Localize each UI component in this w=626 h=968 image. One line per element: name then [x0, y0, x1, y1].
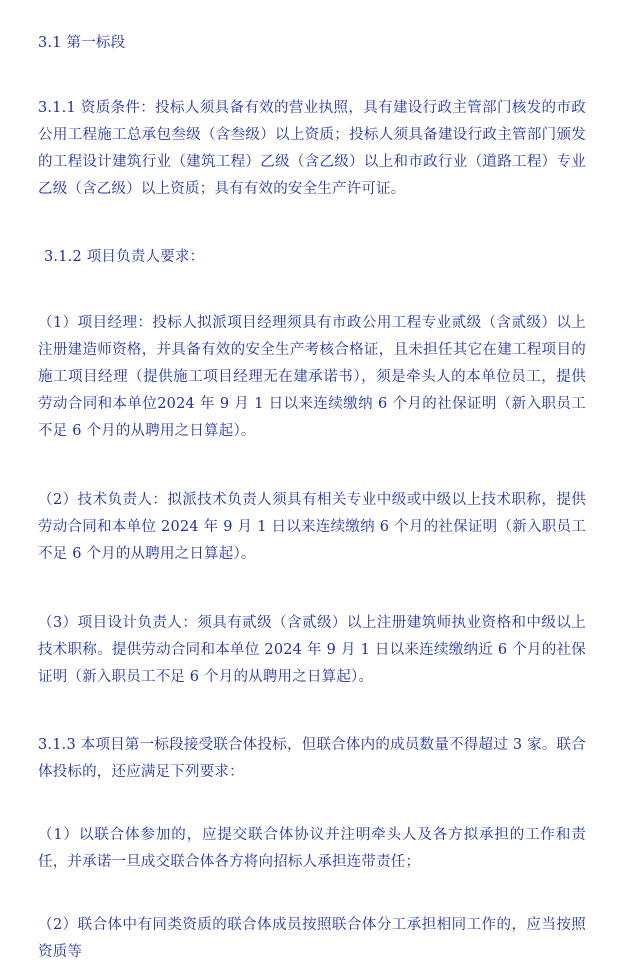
- project-leader-heading: 3.1.2 项目负责人要求：: [44, 249, 205, 265]
- joint-venture-paragraph: 3.1.3 本项目第一标段接受联合体投标，但联合体内的成员数量不得超过 3 家。联合体投标的，还应满足下列要求：: [38, 737, 586, 780]
- technical-lead-requirement: （2）技术负责人：拟派技术负责人须具有相关专业中级或中级以上技术职称，提供劳动合同和本单位 2024 年 9 月 1 日以来连续缴纳 6 个月的社保证明（新入职员工不足 6 个月的从聘用之日算起）。: [38, 492, 586, 562]
- qualification-paragraph: 3.1.1 资质条件：投标人须具备有效的营业执照，具有建设行政主管部门核发的市政公用工程施工总承包叁级（含叁级）以上资质；投标人须具备建设行政主管部门颁发的工程设计建筑行业（建筑工程）乙级（含乙级）以上和市政行业（道路工程）专业乙级（含乙级）以上资质；具有有效的安全生产许可证。: [38, 100, 586, 197]
- section-heading: 3.1 第一标段: [38, 35, 126, 51]
- design-lead-requirement: （3）项目设计负责人：须具有贰级（含贰级）以上注册建筑师执业资格和中级以上技术职称。提供劳动合同和本单位 2024 年 9 月 1 日以来连续缴纳近 6 个月的社保证明（新入职员工不足 6 个月的从聘用之日算起）。: [38, 615, 586, 685]
- joint-venture-item-2: （2）联合体中有同类资质的联合体成员按照联合体分工承担相同工作的，应当按照资质等: [38, 917, 586, 960]
- joint-venture-item-1: （1）以联合体参加的，应提交联合体协议并注明牵头人及各方拟承担的工作和责任，并承诺一旦成交联合体各方将向招标人承担连带责任；: [38, 827, 586, 870]
- project-manager-requirement: （1）项目经理：投标人拟派项目经理须具有市政公用工程专业贰级（含贰级）以上注册建造师资格，并具备有效的安全生产考核合格证，且未担任其它在建工程项目的施工项目经理（提供施工项目经理无在建承诺书），须是牵头人的本单位员工，提供劳动合同和本单位2024 年 9 月 1 日以来连续缴纳 6 个月的社保证明（新入职员工不足 6 个月的从聘用之日算起）。: [38, 315, 586, 439]
